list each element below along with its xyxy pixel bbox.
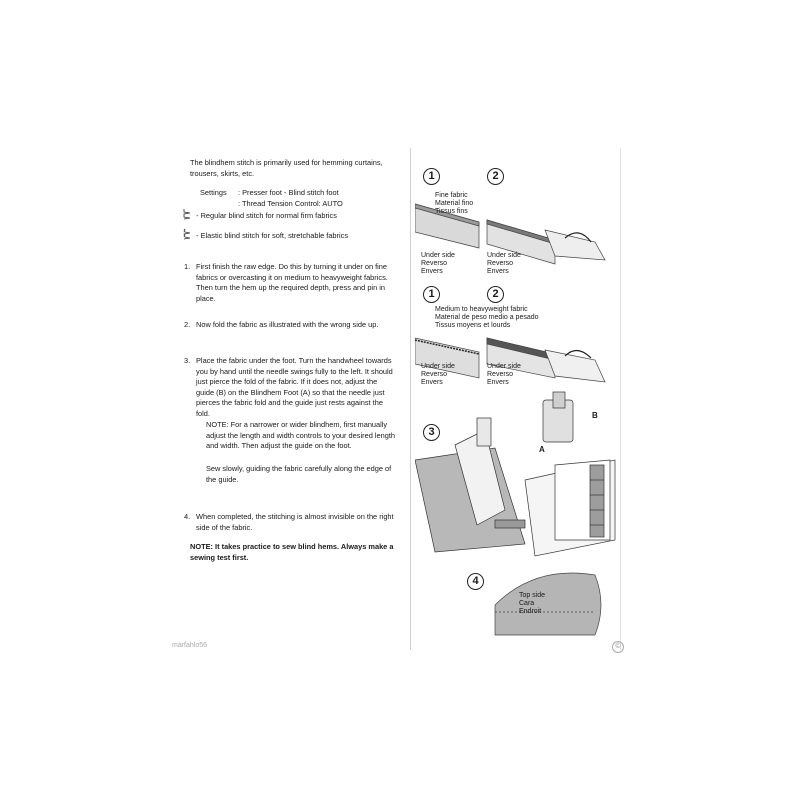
foot-label-a: A: [539, 445, 545, 454]
instructions-column: [160, 150, 410, 670]
step-1-number: 1.: [184, 262, 191, 271]
elastic-blind-stitch-icon: [182, 228, 194, 244]
step-3-number: 3.: [184, 356, 191, 365]
step-4-number: 4.: [184, 512, 191, 521]
settings-label: Settings: [200, 188, 227, 197]
regular-blind-stitch-icon: [182, 208, 194, 224]
guide-label-b: B: [592, 411, 598, 420]
step-2-number: 2.: [184, 320, 191, 329]
top-side-label: Top side Cara Endroit: [519, 592, 546, 615]
underside-label-left-2: Under side Reverso Envers: [421, 363, 455, 386]
thread-tension-setting: : Thread Tension Control: AUTO: [238, 198, 343, 208]
step-4: [184, 512, 396, 533]
stitch-option-regular-label: - Regular blind stitch for normal firm fabrics: [196, 210, 337, 220]
step-2-text: Now fold the fabric as illustrated with the wrong side up.: [196, 320, 379, 329]
page-edge: [620, 148, 621, 650]
stitch-option-elastic-label: - Elastic blind stitch for soft, stretchable fabrics: [196, 230, 349, 240]
underside-label-right-1: Under side Reverso Envers: [487, 252, 521, 275]
step-3-sew-text: Sew slowly, guiding the fabric carefully along the edge of the guide.: [206, 464, 392, 484]
copyright-symbol: ©: [612, 641, 624, 653]
settings-block: [200, 188, 400, 209]
step-1-badge: 1: [423, 168, 440, 185]
step-4-badge: 4: [467, 573, 484, 590]
step-3-note: NOTE: For a narrower or wider blindhem, first manually adjust the length and width controls to your desired length and width. Then adjust the guide on the foot.: [206, 420, 395, 451]
stitch-option-elastic: [182, 228, 402, 244]
step-3-text: Place the fabric under the foot. Turn the handwheel towards you by hand until the needle swings fully to the left. It should just pierce the fold of the fabric. If it does not, adjust the guide (B) on the Blindhem Foot (A) so that the needle just pierces the fabric fold and the guide just rests against the fold.: [196, 356, 393, 418]
diagrams-column: [415, 160, 620, 640]
step-2: [184, 320, 396, 331]
diagrams-artwork: [415, 160, 620, 640]
step-1-badge-medium: 1: [423, 286, 440, 303]
final-note: NOTE: It takes practice to sew blind hems. Always make a sewing test first.: [190, 542, 394, 562]
intro-text: The blindhem stitch is primarily used for hemming curtains, trousers, skirts, etc.: [190, 158, 383, 178]
presser-foot-setting: : Presser foot - Blind stitch foot: [238, 188, 339, 197]
step-3: [184, 356, 396, 420]
medium-fabric-label: Medium to heavyweight fabric Material de peso medio a pesado Tissus moyens et lourds: [435, 306, 539, 329]
step-4-text: When completed, the stitching is almost invisible on the right side of the fabric.: [196, 512, 394, 532]
step-3-badge: 3: [423, 424, 440, 441]
step-2-badge: 2: [487, 168, 504, 185]
step-2-badge-medium: 2: [487, 286, 504, 303]
underside-label-left-1: Under side Reverso Envers: [421, 252, 455, 275]
fine-fabric-label: Fine fabric Material fino Tissus fins: [435, 192, 474, 215]
underside-label-right-2: Under side Reverso Envers: [487, 363, 521, 386]
stitch-option-regular: [182, 208, 402, 224]
column-divider: [410, 148, 411, 650]
step-1: [184, 262, 396, 304]
step-1-text: First finish the raw edge. Do this by turning it under on fine fabrics or overcasting it on medium to heavyweight fabrics. Then turn the hem up the required depth, press and pin in place.: [196, 262, 388, 303]
sewing-machine-foot-illustration: [415, 392, 615, 556]
watermark-text: marfahlo56: [172, 642, 208, 649]
top-side-illustration: [495, 573, 601, 635]
